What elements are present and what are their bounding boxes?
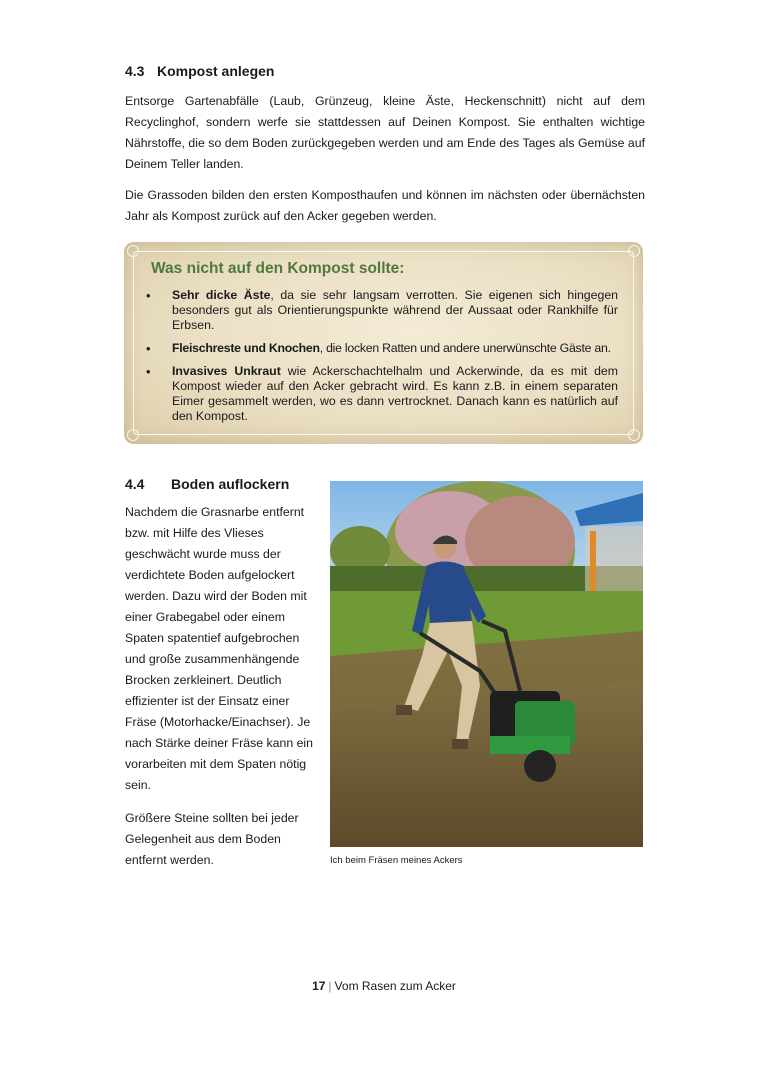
section-title: Boden auflockern	[171, 476, 290, 492]
item-text: , die locken Ratten und andere unerwünschte Gäste an.	[319, 341, 611, 355]
photo-caption: Ich beim Fräsen meines Ackers	[330, 855, 463, 866]
tilling-paragraph-1: Nachdem die Grasnarbe entfernt bzw. mit Hilfe des Vlieses geschwächt wurde muss der verdichtete Boden aufgelockert werden. Dazu wird der Boden mit einer Grabegabel oder einem Spaten spatentief aufgebrochen und große zusammenhängende Brocken zerkleinert. Deutlich effizienter ist der Einsatz einer Fräse (Motorhacke/Einachser). Je nach Stärke deiner Fräse kann ein vorarbeiten mit dem Spaten nötig sein.	[125, 505, 313, 792]
photo-illustration	[330, 481, 643, 847]
compost-paragraph-1: Entsorge Gartenabfälle (Laub, Grünzeug, kleine Äste, Heckenschnitt) nicht auf dem Recyclinghof, sondern werfe sie stattdessen auf Deinen Kompost. Sie enthalten wichtige Nährstoffe, die so dem Boden zurückgegeben werden und am Ende des Tages als Gemüse auf Deinem Teller landen.	[125, 94, 645, 171]
section-number: 4.3	[125, 63, 145, 79]
book-title: Vom Rasen zum Acker	[334, 979, 456, 993]
section-number: 4.4	[125, 476, 145, 492]
tiller-photo	[330, 481, 643, 847]
info-box-title: Was nicht auf den Kompost sollte:	[151, 260, 405, 277]
item-text: wie Ackerschachtelhalm und Ackerwinde, da es mit dem Kompost wieder auf den Acker gebracht wird. Es kann z.B. in einem separaten Eimer gesammelt werden, wo es dann vertrocknet. Danach kann es natürlich auf den Kompost.	[172, 364, 618, 423]
section-heading-4-4	[125, 476, 289, 492]
compost-info-box	[124, 242, 643, 444]
list-item	[146, 341, 618, 356]
page-footer	[0, 979, 768, 993]
tilling-paragraph-2: Größere Steine sollten bei jeder Gelegenheit aus dem Boden entfernt werden.	[125, 811, 299, 867]
footer-separator: |	[328, 979, 332, 993]
compost-paragraph-2: Die Grassoden bilden den ersten Komposthaufen und können im nächsten oder übernächsten Jahr als Kompost zurück auf den Acker gegeben werden.	[125, 188, 645, 223]
item-keyword: Invasives Unkraut	[172, 364, 281, 378]
section-title: Kompost anlegen	[157, 63, 275, 79]
item-keyword: Fleischreste und Knochen	[172, 341, 320, 355]
page-number: 17	[312, 979, 326, 993]
list-item	[146, 364, 618, 424]
list-item	[146, 288, 618, 333]
frame-corner-ornament	[127, 245, 139, 257]
item-keyword: Sehr dicke Äste	[172, 288, 271, 302]
frame-corner-ornament	[628, 245, 640, 257]
frame-corner-ornament	[628, 429, 640, 441]
frame-corner-ornament	[127, 429, 139, 441]
info-box-list	[146, 288, 618, 432]
section-heading-4-3	[125, 63, 274, 79]
item-text: , da sie sehr langsam verrotten. Sie eigenen sich hingegen besonders gut als Orientierungspunkte während der Aussaat oder Rankhilfe für Erbsen.	[172, 288, 618, 332]
